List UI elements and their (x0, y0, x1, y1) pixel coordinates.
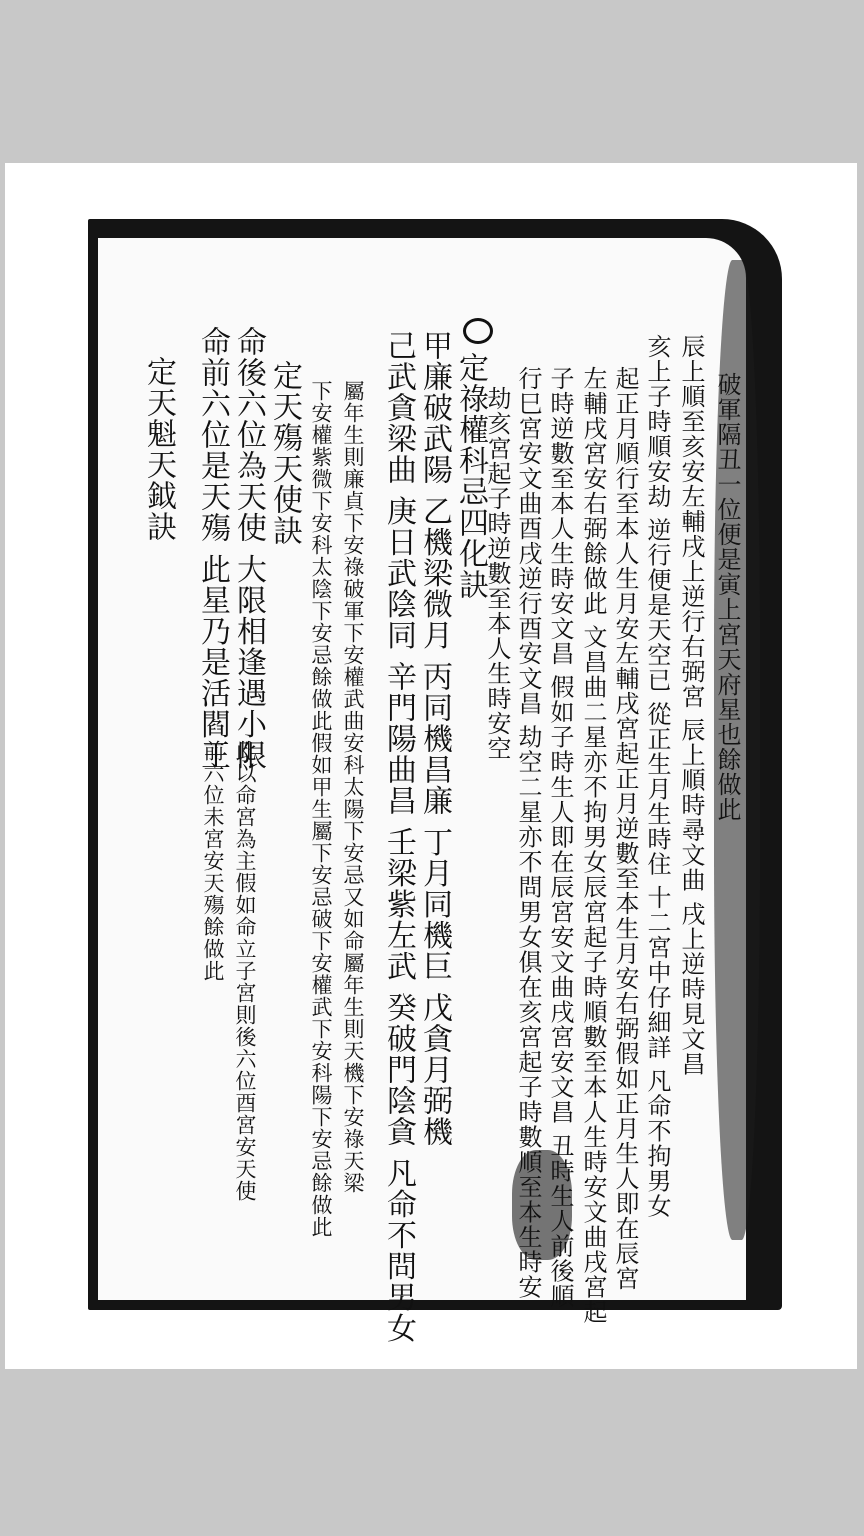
text-column-11: 己武貪梁曲 庚日武陰同 辛門陽曲昌 壬梁紫左武 癸破門陰貪 凡命不問男女 (381, 330, 416, 1344)
text-column-10: 甲廉破武陽 乙機梁微月 丙同機昌廉 丁月同機巨 戊貪月弼機 (417, 330, 452, 1148)
text-column-1: 破軍隔丑一位便是寅上宮天府星也餘做此 (713, 372, 741, 822)
text-column-4: 起正月順行至本人生月安左輔戌宮起正月逆數至本生月安右弼假如正月生人即在辰宮 (611, 366, 639, 1291)
section-heading-sihua: 定祿權科忌四化訣 (453, 352, 488, 600)
text-column-13: 下安權紫微下安科太陰下安忌餘做此假如甲生屬下安忌破下安權武下安科陽下安忌餘做此 (309, 380, 333, 1238)
text-column-7: 行巳宮安文曲酉戌逆行酉安文昌 劫空二星亦不問男女俱在亥宮起子時數順至本生時安 (514, 366, 542, 1300)
text-column-18: 前六位未宮安天殤餘做此 (201, 740, 225, 982)
section-heading-tianshang: 定天殤天使訣 (267, 360, 302, 546)
verse-line-2: 命前六位是天殤 此星乃是活閻王 (195, 326, 230, 771)
text-column-2: 辰上順至亥安左輔戌上逆行右弼宮 辰上順時尋文曲 戌上逆時見文昌 (677, 334, 705, 1077)
text-column-6: 子時逆數至本人生時安文昌 假如子時生人即在辰宮安文曲戌宮安文昌 丑時生人前後順 (546, 366, 574, 1309)
section-heading-kuiyue: 定天魁天鉞訣 (141, 356, 176, 542)
text-column-3: 亥上子時順安劫 逆行便是天空已 從正生月生時住 十二宮中仔細詳 凡命不拘男女 (643, 334, 671, 1219)
text-column-8: 劫亥宮起子時逆數至本人生時安空 (483, 386, 511, 761)
verse-line-1: 命後六位為天使 大限相逢遇小限 (231, 326, 266, 771)
circle-mark-icon (463, 318, 493, 344)
text-column-5: 左輔戌宮安右弼餘做此 文昌曲二星亦不拘男女辰宮起子時順數至本人生時安文曲戌宮起 (579, 366, 607, 1325)
text-column-12: 屬年生則廉貞下安祿破軍下安權武曲安科太陽下安忌又如命屬年生則天機下安祿天梁 (341, 380, 365, 1194)
text-column-17: 此以命宮為主假如命立子宮則後六位酉宮安天使 (233, 740, 257, 1202)
